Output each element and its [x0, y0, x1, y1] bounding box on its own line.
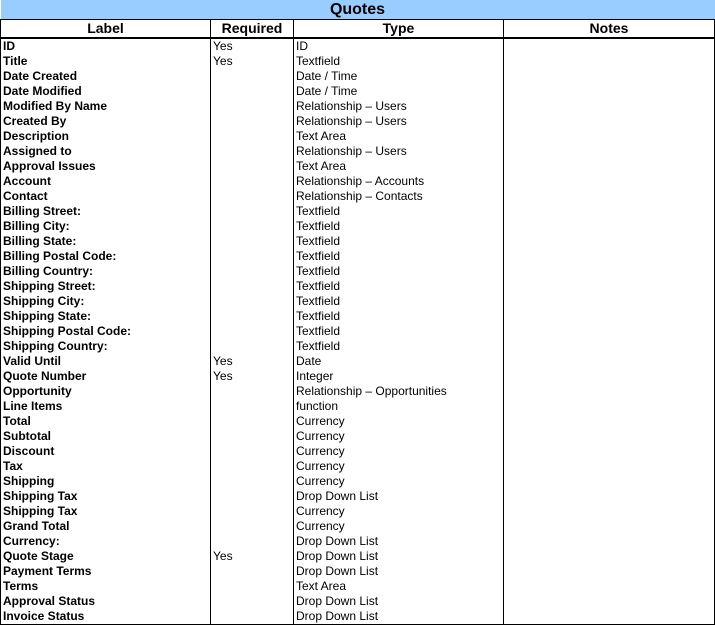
cell-type: Drop Down List — [294, 594, 504, 609]
column-header-label: Label — [1, 20, 211, 39]
cell-type: Textfield — [294, 54, 504, 69]
table-row — [1, 99, 715, 114]
cell-required — [211, 189, 294, 204]
cell-type: Drop Down List — [294, 549, 504, 564]
cell-required — [211, 264, 294, 279]
table-row — [1, 189, 715, 204]
cell-type: Relationship – Users — [294, 144, 504, 159]
cell-notes — [504, 594, 715, 609]
table-row — [1, 594, 715, 609]
cell-notes — [504, 339, 715, 354]
cell-required — [211, 204, 294, 219]
table-row — [1, 519, 715, 534]
cell-notes — [504, 99, 715, 114]
cell-notes — [504, 114, 715, 129]
table-row — [1, 249, 715, 264]
table-row — [1, 564, 715, 579]
table-row — [1, 384, 715, 399]
cell-type: Textfield — [294, 294, 504, 309]
cell-notes — [504, 324, 715, 339]
cell-label: Approval Status — [1, 594, 211, 609]
cell-required — [211, 414, 294, 429]
column-header-type: Type — [294, 20, 504, 39]
table-row — [1, 489, 715, 504]
cell-required: Yes — [211, 354, 294, 369]
cell-required — [211, 84, 294, 99]
cell-label: Currency: — [1, 534, 211, 549]
cell-label: Shipping Street: — [1, 279, 211, 294]
cell-required — [211, 384, 294, 399]
table-row — [1, 609, 715, 625]
cell-notes — [504, 189, 715, 204]
table-row — [1, 354, 715, 369]
cell-required — [211, 504, 294, 519]
cell-type: Textfield — [294, 264, 504, 279]
cell-notes — [504, 399, 715, 414]
table-row — [1, 219, 715, 234]
table-row — [1, 174, 715, 189]
cell-type: Relationship – Opportunities — [294, 384, 504, 399]
cell-notes — [504, 174, 715, 189]
cell-label: ID — [1, 38, 211, 54]
cell-type: Textfield — [294, 324, 504, 339]
cell-label: Shipping Postal Code: — [1, 324, 211, 339]
cell-required — [211, 429, 294, 444]
cell-type: Currency — [294, 459, 504, 474]
table-row — [1, 84, 715, 99]
cell-label: Approval Issues — [1, 159, 211, 174]
table-row — [1, 144, 715, 159]
cell-label: Created By — [1, 114, 211, 129]
cell-required — [211, 294, 294, 309]
cell-type: Textfield — [294, 339, 504, 354]
cell-required — [211, 579, 294, 594]
cell-label: Quote Number — [1, 369, 211, 384]
cell-notes — [504, 534, 715, 549]
cell-required — [211, 69, 294, 84]
cell-notes — [504, 234, 715, 249]
cell-required — [211, 609, 294, 625]
cell-type: Currency — [294, 474, 504, 489]
cell-required — [211, 339, 294, 354]
cell-notes — [504, 474, 715, 489]
cell-required — [211, 144, 294, 159]
cell-notes — [504, 249, 715, 264]
cell-type: Currency — [294, 429, 504, 444]
cell-type: Currency — [294, 414, 504, 429]
cell-label: Line Items — [1, 399, 211, 414]
table-row — [1, 369, 715, 384]
cell-label: Billing City: — [1, 219, 211, 234]
cell-notes — [504, 294, 715, 309]
cell-notes — [504, 444, 715, 459]
cell-type: Date / Time — [294, 69, 504, 84]
cell-notes — [504, 564, 715, 579]
cell-label: Billing Postal Code: — [1, 249, 211, 264]
cell-label: Modified By Name — [1, 99, 211, 114]
table-row — [1, 234, 715, 249]
cell-type: Currency — [294, 504, 504, 519]
table-row — [1, 204, 715, 219]
cell-required: Yes — [211, 38, 294, 54]
cell-label: Shipping Tax — [1, 489, 211, 504]
table-row — [1, 38, 715, 54]
cell-type: Integer — [294, 369, 504, 384]
cell-required — [211, 114, 294, 129]
cell-label: Account — [1, 174, 211, 189]
cell-required: Yes — [211, 54, 294, 69]
cell-notes — [504, 609, 715, 625]
cell-label: Title — [1, 54, 211, 69]
cell-notes — [504, 204, 715, 219]
cell-required — [211, 519, 294, 534]
table-row — [1, 579, 715, 594]
cell-type: Textfield — [294, 219, 504, 234]
column-header-notes: Notes — [504, 20, 715, 39]
cell-label: Quote Stage — [1, 549, 211, 564]
cell-type: Relationship – Contacts — [294, 189, 504, 204]
cell-label: Terms — [1, 579, 211, 594]
cell-notes — [504, 279, 715, 294]
table-row — [1, 429, 715, 444]
cell-label: Total — [1, 414, 211, 429]
cell-label: Invoice Status — [1, 609, 211, 625]
cell-required — [211, 174, 294, 189]
cell-notes — [504, 489, 715, 504]
cell-notes — [504, 519, 715, 534]
table-row — [1, 264, 715, 279]
cell-notes — [504, 38, 715, 54]
cell-required — [211, 279, 294, 294]
table-row — [1, 474, 715, 489]
cell-required — [211, 99, 294, 114]
cell-notes — [504, 579, 715, 594]
cell-label: Shipping City: — [1, 294, 211, 309]
cell-type: Drop Down List — [294, 609, 504, 625]
cell-notes — [504, 69, 715, 84]
cell-notes — [504, 144, 715, 159]
cell-notes — [504, 369, 715, 384]
cell-label: Grand Total — [1, 519, 211, 534]
cell-type: Textfield — [294, 279, 504, 294]
cell-type: Drop Down List — [294, 564, 504, 579]
cell-notes — [504, 549, 715, 564]
cell-required — [211, 249, 294, 264]
cell-type: Currency — [294, 444, 504, 459]
cell-label: Shipping — [1, 474, 211, 489]
cell-notes — [504, 159, 715, 174]
cell-required: Yes — [211, 549, 294, 564]
table-row — [1, 459, 715, 474]
cell-label: Billing Street: — [1, 204, 211, 219]
cell-label: Shipping Country: — [1, 339, 211, 354]
table-row — [1, 54, 715, 69]
header-row — [1, 20, 715, 39]
cell-type: Relationship – Users — [294, 114, 504, 129]
cell-label: Payment Terms — [1, 564, 211, 579]
cell-label: Billing State: — [1, 234, 211, 249]
table-row — [1, 399, 715, 414]
cell-required — [211, 594, 294, 609]
table-row — [1, 414, 715, 429]
column-header-required: Required — [211, 20, 294, 39]
table-title: Quotes — [1, 0, 715, 20]
cell-notes — [504, 129, 715, 144]
cell-required — [211, 564, 294, 579]
cell-label: Date Modified — [1, 84, 211, 99]
cell-notes — [504, 54, 715, 69]
cell-required: Yes — [211, 369, 294, 384]
cell-required — [211, 234, 294, 249]
cell-type: Textfield — [294, 234, 504, 249]
cell-type: Relationship – Accounts — [294, 174, 504, 189]
cell-label: Contact — [1, 189, 211, 204]
cell-notes — [504, 429, 715, 444]
cell-required — [211, 324, 294, 339]
cell-type: Date — [294, 354, 504, 369]
cell-type: Text Area — [294, 159, 504, 174]
table-row — [1, 504, 715, 519]
cell-required — [211, 444, 294, 459]
table-row — [1, 339, 715, 354]
table-row — [1, 279, 715, 294]
cell-notes — [504, 414, 715, 429]
cell-required — [211, 459, 294, 474]
cell-label: Subtotal — [1, 429, 211, 444]
table-row — [1, 324, 715, 339]
cell-type: Drop Down List — [294, 534, 504, 549]
cell-required — [211, 159, 294, 174]
cell-required — [211, 474, 294, 489]
cell-type: Date / Time — [294, 84, 504, 99]
cell-required — [211, 219, 294, 234]
cell-type: Text Area — [294, 129, 504, 144]
cell-label: Opportunity — [1, 384, 211, 399]
cell-label: Shipping State: — [1, 309, 211, 324]
cell-required — [211, 309, 294, 324]
cell-notes — [504, 84, 715, 99]
cell-required — [211, 129, 294, 144]
cell-notes — [504, 354, 715, 369]
cell-label: Billing Country: — [1, 264, 211, 279]
table-row — [1, 294, 715, 309]
cell-type: Textfield — [294, 309, 504, 324]
cell-notes — [504, 384, 715, 399]
cell-label: Description — [1, 129, 211, 144]
cell-type: ID — [294, 38, 504, 54]
table-row — [1, 129, 715, 144]
table-row — [1, 69, 715, 84]
table-row — [1, 444, 715, 459]
cell-notes — [504, 219, 715, 234]
cell-notes — [504, 309, 715, 324]
table-row — [1, 309, 715, 324]
cell-notes — [504, 459, 715, 474]
table-row — [1, 534, 715, 549]
cell-notes — [504, 504, 715, 519]
cell-type: Currency — [294, 519, 504, 534]
cell-type: Textfield — [294, 204, 504, 219]
cell-type: Textfield — [294, 249, 504, 264]
cell-label: Assigned to — [1, 144, 211, 159]
cell-required — [211, 489, 294, 504]
cell-label: Discount — [1, 444, 211, 459]
cell-type: Relationship – Users — [294, 99, 504, 114]
cell-type: function — [294, 399, 504, 414]
cell-label: Shipping Tax — [1, 504, 211, 519]
cell-label: Valid Until — [1, 354, 211, 369]
cell-type: Drop Down List — [294, 489, 504, 504]
cell-label: Tax — [1, 459, 211, 474]
cell-required — [211, 399, 294, 414]
table-row — [1, 114, 715, 129]
cell-required — [211, 534, 294, 549]
cell-notes — [504, 264, 715, 279]
table-row — [1, 549, 715, 564]
cell-label: Date Created — [1, 69, 211, 84]
table-row — [1, 159, 715, 174]
cell-type: Text Area — [294, 579, 504, 594]
